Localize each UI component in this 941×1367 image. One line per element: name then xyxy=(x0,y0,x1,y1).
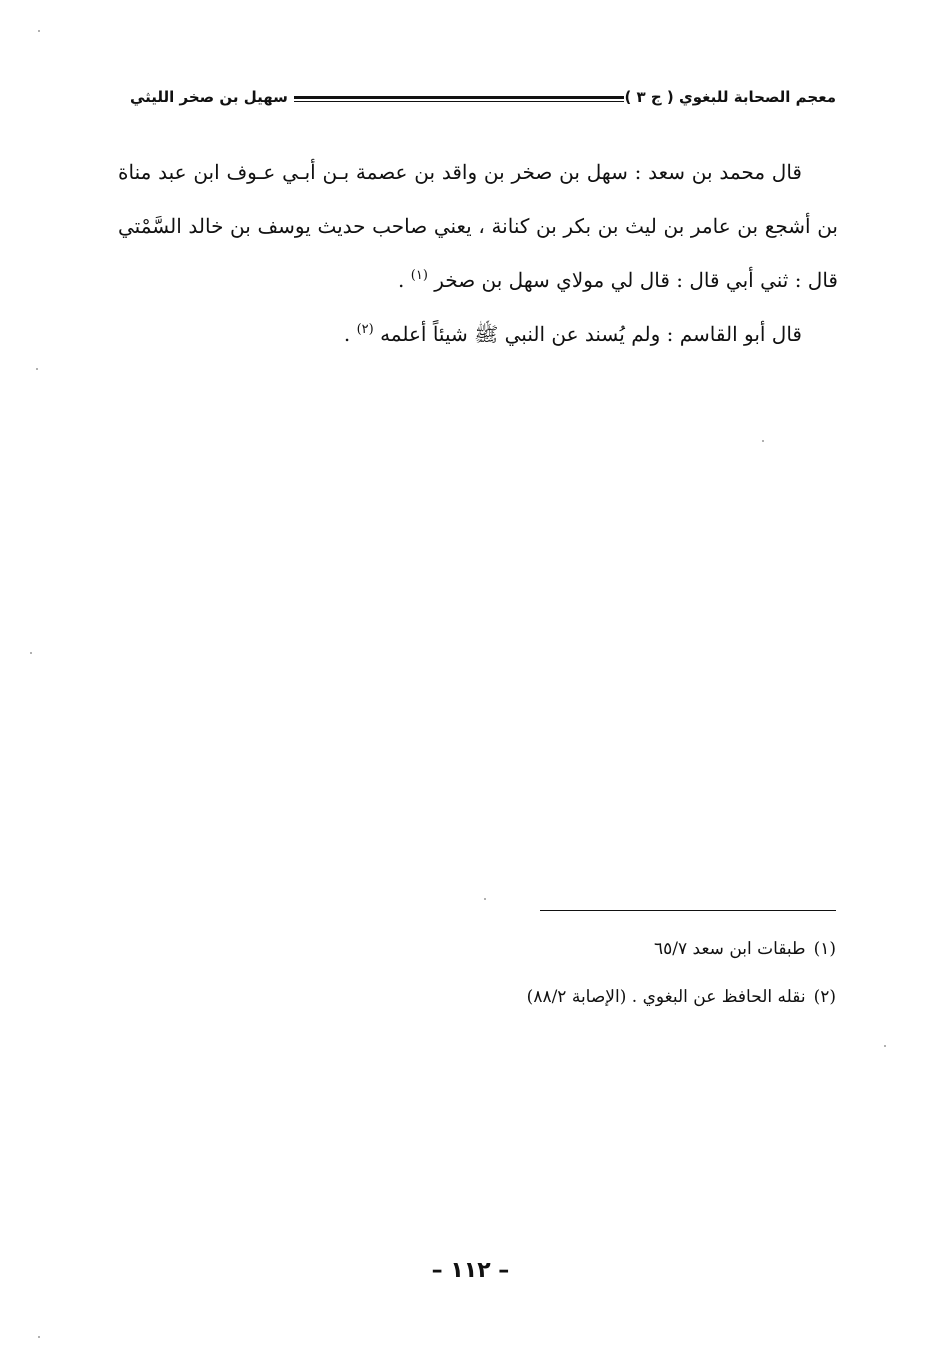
header-book-title: معجم الصحابة للبغوي ( ج ٣ ) xyxy=(624,88,836,106)
paragraph-1-text: قال محمد بن سعد : سهل بن صخر بن واقد بن عصمة بـن أبـي عـوف ابن عبد مناة بن أشجع بن عامر بن ليث بن بكر بن كنانة ، يعني صاحب حديث يوسف بن خالد السَّمْتي قال : ثني أبي قال : قال لي مولاي سهل بن صخر xyxy=(118,160,838,292)
footnote-ref-1: (١) xyxy=(410,268,428,283)
footnote-2-text: نقله الحافظ عن البغوي . (الإصابة ٨٨/٢) xyxy=(526,987,806,1007)
footnote-2-number: (٢) xyxy=(813,987,836,1007)
scan-speck xyxy=(762,440,764,442)
scan-speck xyxy=(38,1336,40,1338)
footnotes xyxy=(300,925,836,1021)
page-number: – ١١٢ – xyxy=(431,1258,510,1283)
scan-speck xyxy=(484,898,486,900)
scan-speck xyxy=(36,368,38,370)
main-text xyxy=(118,145,838,361)
running-header xyxy=(120,88,836,118)
header-entry-title: سهيل بن صخر الليثي xyxy=(130,88,288,106)
footnote-1-text: طبقات ابن سعد ٦٥/٧ xyxy=(654,939,806,959)
footnote-2 xyxy=(300,973,836,1021)
paragraph-2-text: قال أبو القاسم : ولم يُسند عن النبي ﷺ شيئاً أعلمه xyxy=(380,322,802,346)
paragraph-2-end: . xyxy=(343,322,357,346)
paragraph-1-end: . xyxy=(398,268,411,292)
footnote-separator xyxy=(540,910,836,911)
scan-speck xyxy=(884,1045,886,1047)
header-rule xyxy=(294,96,624,102)
paragraph-2 xyxy=(118,307,838,361)
scan-speck xyxy=(38,30,40,32)
footnote-1 xyxy=(300,925,836,973)
footnote-1-number: (١) xyxy=(813,939,836,959)
footnote-ref-2: (٢) xyxy=(356,322,374,337)
paragraph-1 xyxy=(118,145,838,307)
scan-speck xyxy=(30,652,32,654)
